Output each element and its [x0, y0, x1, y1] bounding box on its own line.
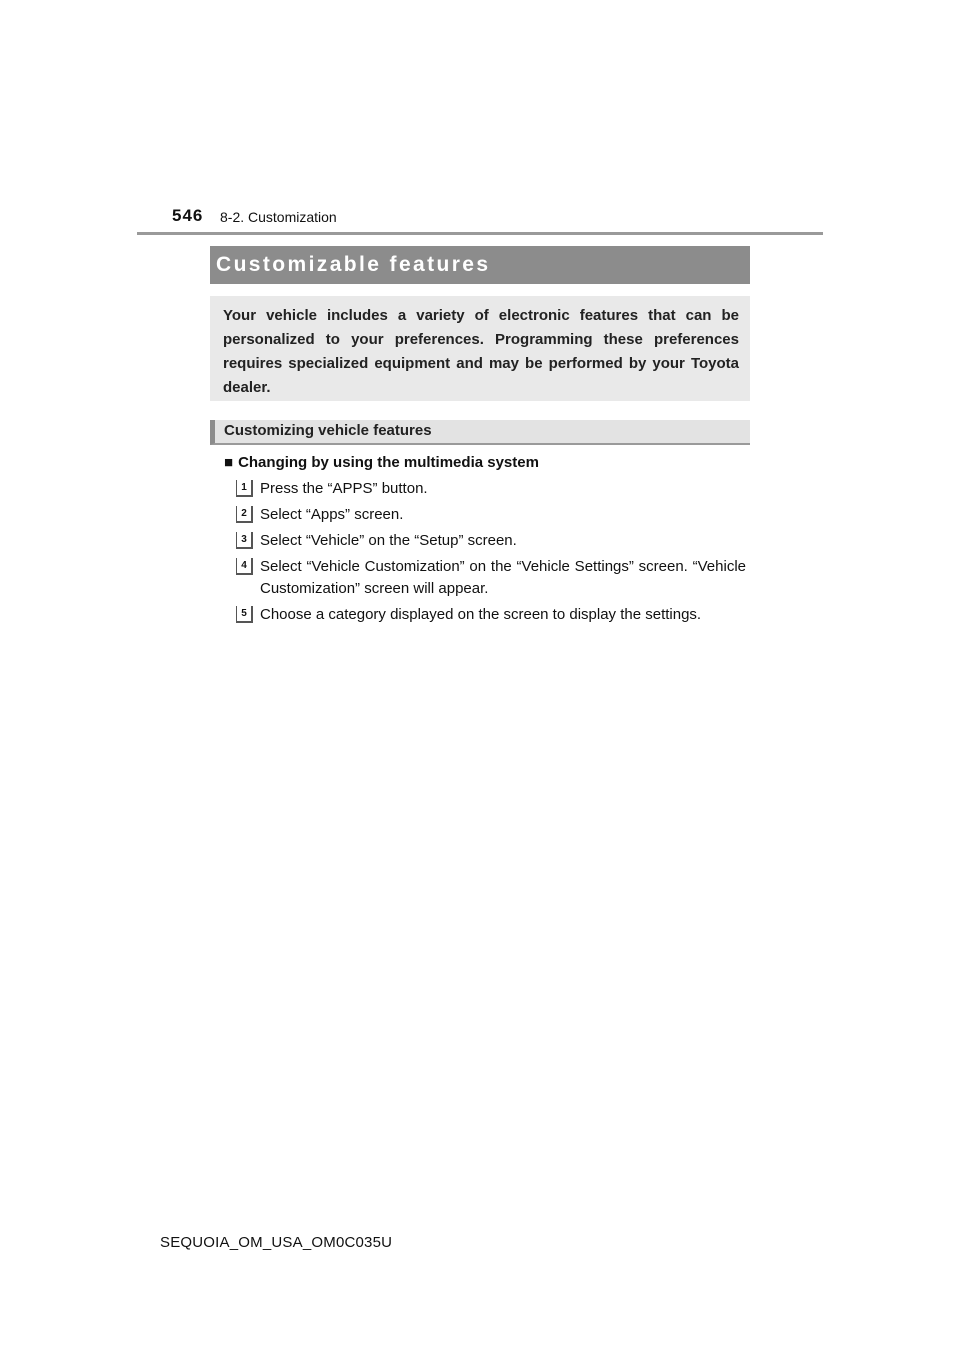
step-item [236, 530, 746, 552]
intro-box: Your vehicle includes a variety of electronic features that can be personalized to your preferences. Programming these preferences requires specialized equipment and may be performed by your Toyota dealer. [210, 296, 750, 401]
bullet-square-icon: ■ [224, 454, 234, 471]
step-number: 4 [236, 558, 253, 575]
step-item [236, 556, 746, 600]
bullet-heading [224, 452, 539, 474]
step-number: 5 [236, 606, 253, 623]
section-title: Customizable features [210, 246, 750, 284]
header-rule [137, 232, 823, 235]
section-reference: 8-2. Customization [220, 209, 337, 225]
steps-list [236, 478, 746, 630]
step-text: Select “Vehicle” on the “Setup” screen. [260, 532, 517, 549]
step-item [236, 504, 746, 526]
step-text: Select “Vehicle Customization” on the “Vehicle Settings” screen. “Vehicle Customization” screen will appear. [260, 558, 746, 597]
bullet-text: Changing by using the multimedia system [238, 454, 539, 471]
step-item [236, 478, 746, 500]
step-text: Press the “APPS” button. [260, 480, 428, 497]
footer-doc-id: SEQUOIA_OM_USA_OM0C035U [160, 1234, 393, 1251]
step-text: Choose a category displayed on the screen to display the settings. [260, 606, 702, 623]
subheading: Customizing vehicle features [210, 420, 750, 445]
step-text: Select “Apps” screen. [260, 506, 404, 523]
step-number: 3 [236, 532, 253, 549]
page-number: 546 [172, 206, 204, 225]
step-item [236, 604, 746, 626]
step-number: 1 [236, 480, 253, 497]
step-number: 2 [236, 506, 253, 523]
